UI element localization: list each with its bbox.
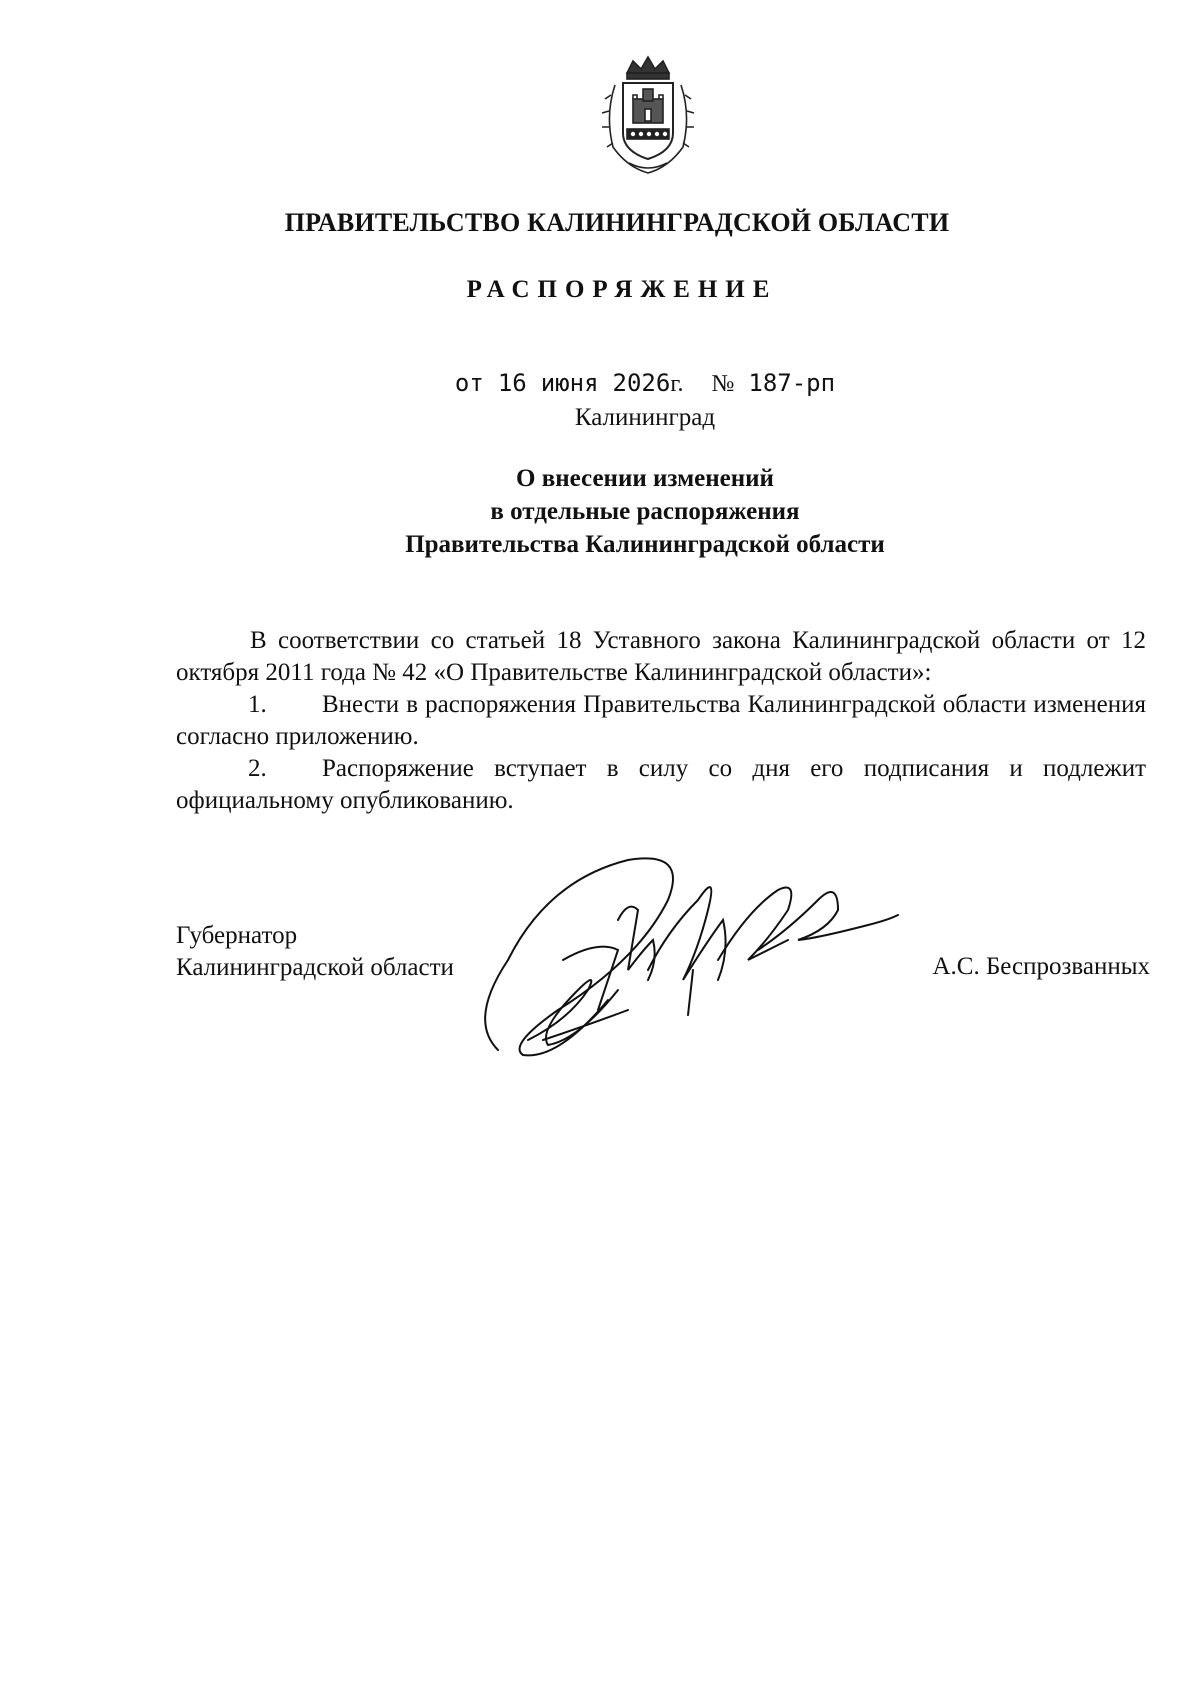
date-prefix: от — [454, 369, 484, 397]
signer-position-line-2: Калининградской области — [176, 954, 454, 981]
coat-of-arms-icon — [597, 55, 699, 177]
item-number: 2. — [248, 755, 267, 782]
item-number: 1. — [248, 691, 267, 718]
document-subject — [0, 462, 1200, 561]
list-item — [176, 689, 1146, 753]
date-month: июня — [540, 369, 599, 397]
handwritten-signature-icon — [468, 840, 918, 1090]
date-year: 2026 — [612, 369, 671, 397]
organization-title: ПРАВИТЕЛЬСТВО КАЛИНИНГРАДСКОЙ ОБЛАСТИ — [284, 208, 950, 237]
subject-line-1: О внесении изменений — [516, 465, 774, 492]
date-year-suffix: г. — [670, 371, 684, 397]
document-type: РАСПОРЯЖЕНИЕ — [466, 276, 778, 303]
document-number: 187-рп — [748, 369, 836, 397]
list-item — [176, 753, 1146, 817]
signer-name: А.С. Беспрозванных — [932, 953, 1150, 980]
signer-position-line-1: Губернатор — [176, 922, 298, 949]
item-text: Внести в распоряжения Правительства Калининградской области изменения согласно приложению. — [176, 691, 1146, 750]
number-sign: № — [711, 371, 735, 397]
signer-position — [176, 920, 454, 984]
subject-line-2: в отдельные распоряжения — [490, 498, 800, 525]
document-date-number — [0, 369, 1200, 398]
preamble: В соответствии со статьей 18 Уставного закона Калининградской области от 12 октября 2011 года № 42 «О Правительстве Калининградской области»: — [176, 627, 1146, 686]
document-body — [176, 625, 1146, 817]
item-text: Распоряжение вступает в силу со дня его подписания и подлежит официальному опубликованию. — [176, 755, 1146, 814]
date-day: 16 — [497, 369, 527, 397]
document-city: Калининград — [574, 404, 716, 431]
subject-line-3: Правительства Калининградской области — [405, 531, 885, 558]
